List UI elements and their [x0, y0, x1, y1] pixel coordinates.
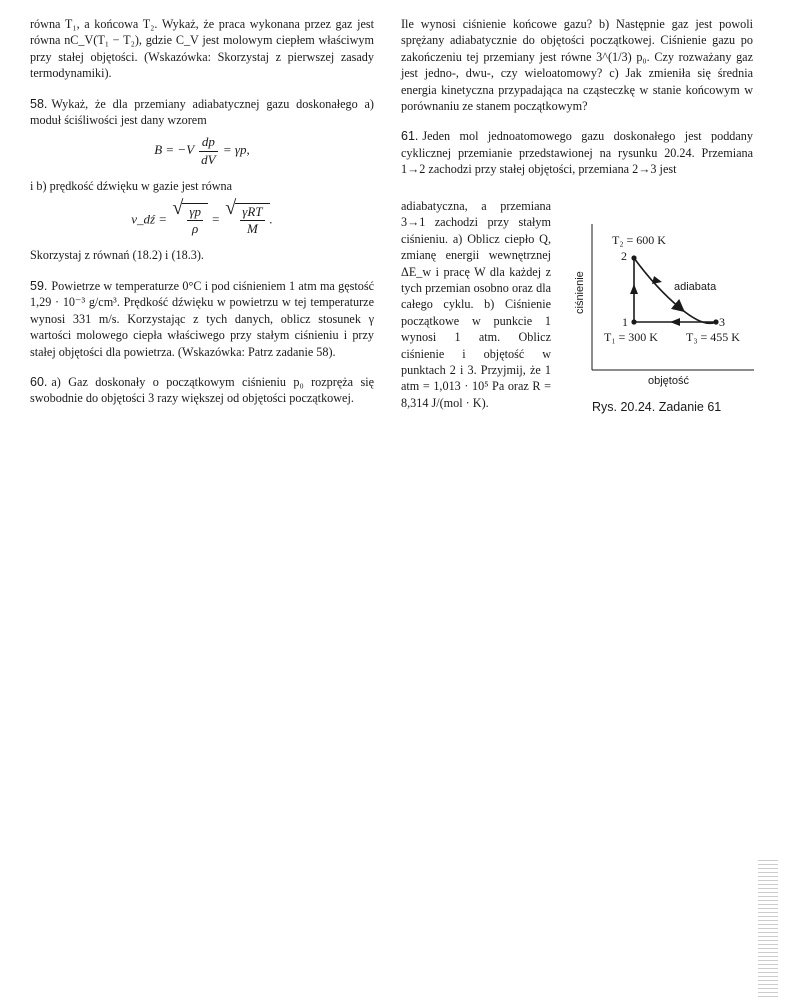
t1-label: T₁ = 300 K — [604, 330, 658, 344]
eq1-denominator: dV — [201, 151, 216, 167]
scan-edge-artifact — [758, 860, 778, 1000]
eq1-numerator: dp — [199, 134, 217, 151]
eq1-fraction — [199, 134, 217, 168]
x-axis-label: objętość — [648, 375, 689, 387]
problem-58-hint: Skorzystaj z równań (18.2) i (18.3). — [30, 248, 204, 263]
problem-60-number: 60. — [30, 374, 48, 389]
adiabat-label: adiabata — [674, 281, 717, 293]
eq2-sqrt-1 — [182, 203, 208, 238]
point-2 — [631, 255, 636, 260]
problem-61-number: 61. — [401, 129, 419, 144]
arrow-1-2 — [630, 284, 638, 294]
arrow-2-3 — [652, 276, 662, 284]
eq2-den-2: M — [246, 221, 258, 237]
problem-59-number: 59. — [30, 278, 48, 293]
t3-label: T₃ = 455 K — [686, 330, 740, 344]
right-column — [401, 16, 753, 178]
equation-bulk-modulus — [30, 134, 374, 168]
eq2-mid: = — [211, 211, 220, 227]
problem-60-text: a) Gaz doskonały o początkowym ciśnieniu p₀ rozpręża się swobodnie do objętości 3 razy większej od objętości początkowej. — [30, 374, 374, 406]
problem-58 — [30, 96, 374, 129]
eq2-num-1: √ γp — [187, 204, 203, 221]
left-column — [30, 16, 374, 421]
problem-61-text: Jeden mol jednoatomowego gazu doskonałego jest poddany cyklicznej przemianie przedstawionej na rysunku 20.24. Przemiana 1→2 zachodzi przy stałej objętości, przemiana 2→3 jest — [401, 129, 753, 177]
point-3-label: 3 — [719, 315, 725, 329]
y-axis-label: ciśnienie — [574, 271, 586, 314]
eq1-rhs: = γp, — [222, 142, 250, 158]
equation-sound-speed — [30, 203, 374, 238]
problem-58-number: 58. — [30, 96, 48, 111]
t2-label: T₂ = 600 K — [612, 233, 666, 247]
point-3 — [713, 319, 718, 324]
problem-57-continuation: równa T₁, a końcowa T₂. Wykaż, że praca wykonana przez gaz jest równa nC_V(T₁ − T₂), gdzie C_V jest molowym ciepłem właściwym przy stałej objętości. (Wskazówka: Skorzystaj z pierwszej zasady termodynamiki). — [30, 17, 374, 81]
problem-60-continuation: Ile wynosi ciśnienie końcowe gazu? b) Następnie gaz jest powoli sprężany adiabatycznie do objętości początkowej. Ciśnienie gazu po zakończeniu tej przemiany jest równe 3^(1/3) p₀. Czy rozważany gaz jest jedno-, dwu-, czy wieloatomowy? c) Jak zmieniła się średnia energia kinetyczna przypadająca na cząsteczkę w stanie końcowym w porównaniu ze stanem początkowym? — [401, 17, 753, 114]
eq2-den-1: ρ — [192, 221, 199, 237]
pv-diagram — [568, 218, 758, 418]
eq2-lhs: v_dź = — [131, 211, 168, 227]
eq2-end: . — [269, 211, 273, 227]
point-1-label: 1 — [622, 315, 628, 329]
figure-caption: Rys. 20.24. Zadanie 61 — [592, 400, 722, 414]
problem-61-wrapped-text: adiabatyczna, a przemiana 3→1 zachodzi przy stałym ciśnieniu. a) Oblicz ciepło Q, zmianę energii wewnętrznej ΔE_w i pracę W dla każdej z tych przemian osobno oraz dla całego cyklu. b) Ciśnienie początkowe w punkcie 1 wynosi 1 atm. Oblicz ciśnienie i objętość w punktach 2 i 3. Przyjmij, że 1 atm = 1,013 · 10⁵ Pa oraz R = 8,314 J/(mol · K). — [401, 199, 551, 410]
problem-58-text: Wykaż, że dla przemiany adiabatycznej gazu doskonałego a) moduł ściśliwości jest dany wzorem — [30, 96, 374, 128]
problem-58-part-b: i b) prędkość dźwięku w gazie jest równa — [30, 179, 233, 194]
problem-59 — [30, 278, 374, 360]
problem-59-text: Powietrze w temperaturze 0°C i pod ciśnieniem 1 atm ma gęstość 1,29 · 10⁻³ g/cm³. Prędkość dźwięku w powietrzu w tej temperaturze wynosi 331 m/s. Korzystając z tych danych, oblicz stosunek γ wartości molowego ciepła właściwego przy stałym ciśnieniu i przy stałej objętości dla powietrza. (Wskazówka: Patrz zadanie 58). — [30, 278, 374, 359]
arrow-3-1 — [670, 318, 680, 326]
point-2-label: 2 — [621, 249, 627, 263]
problem-61 — [401, 128, 753, 177]
eq2-sqrt-2 — [235, 203, 269, 238]
eq2-num-2: √ γRT — [240, 204, 264, 221]
point-1 — [631, 319, 636, 324]
eq1-lhs: B = −V — [154, 142, 194, 158]
problem-60 — [30, 374, 374, 407]
